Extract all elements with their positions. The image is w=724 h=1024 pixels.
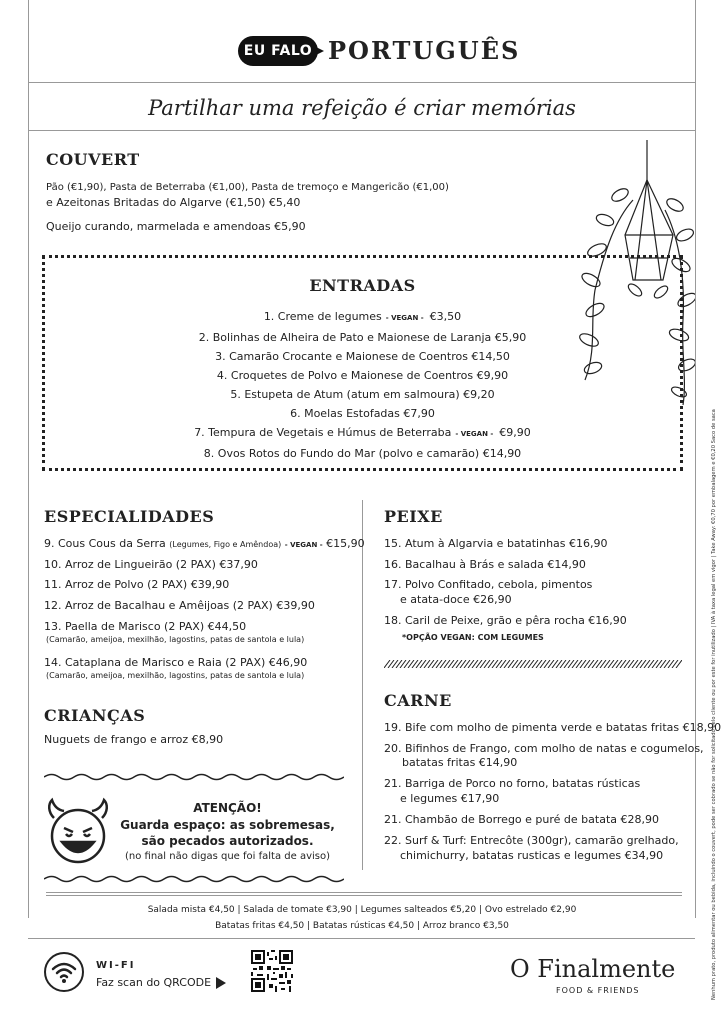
atencao-box — [110, 800, 345, 865]
item-9-price: €15,90 — [326, 537, 365, 550]
wifi-scan-label: Faz scan do QRCODE — [96, 976, 212, 989]
entradas-item — [42, 347, 683, 366]
frame-left-line — [28, 0, 29, 918]
peixe-item-17b: e atata-doce €26,90 — [400, 593, 512, 606]
sides-bottom-rule — [28, 938, 695, 939]
item-9-vegan: - VEGAN - — [284, 541, 323, 549]
peixe-title: PEIXE — [384, 507, 443, 526]
entradas-item — [42, 444, 683, 463]
entradas-item — [42, 307, 683, 328]
wifi-badge — [44, 952, 84, 992]
peixe-item-16: 16. Bacalhau à Brás e salada €14,90 — [384, 558, 586, 571]
header-top-rule — [28, 82, 695, 83]
wave-divider-bottom — [44, 874, 344, 884]
column-divider — [362, 500, 363, 870]
header-badge: EU FALO — [238, 36, 318, 66]
criancas-item: Nuguets de frango e arroz €8,90 — [44, 733, 224, 746]
entradas-item-text: 8. Ovos Rotos do Fundo do Mar (polvo e camarão) €14,90 — [203, 447, 522, 460]
couvert-title: COUVERT — [46, 150, 140, 169]
item-9-text: 9. Cous Cous da Serra — [44, 537, 166, 550]
especialidades-item-14-note: (Camarão, ameijoa, mexilhão, lagostins, patas de santola e lula) — [46, 671, 305, 680]
peixe-vegan-option: *OPÇÃO VEGAN: COM LEGUMES — [402, 633, 544, 642]
entradas-item-text: 3. Camarão Crocante e Maionese de Coentros €14,50 — [215, 350, 510, 363]
especialidades-item-14: 14. Cataplana de Marisco e Raia (2 PAX) €46,90 — [44, 656, 308, 669]
carne-item-chambao: 21. Chambão de Borrego e puré de batata €28,90 — [384, 813, 659, 826]
wifi-qr-code[interactable] — [251, 950, 293, 992]
entradas-title: ENTRADAS — [309, 276, 416, 295]
entradas-item-text: 1. Creme de legumes — [263, 310, 382, 323]
wave-divider-top — [44, 772, 344, 782]
especialidades-item-12: 12. Arroz de Bacalhau e Amêijoas (2 PAX) €39,90 — [44, 599, 315, 612]
entradas-item-text: 5. Estupeta de Atum (atum em salmoura) €9,20 — [230, 388, 495, 401]
carne-item-19: 19. Bife com molho de pimenta verde e batatas fritas €18,90 — [384, 721, 722, 734]
entradas-item-text: 4. Croquetes de Polvo e Maionese de Coentros €9,90 — [216, 369, 509, 382]
criancas-title: CRIANÇAS — [44, 706, 146, 725]
frame-right-line — [695, 0, 696, 918]
sides-line-1: Salada mista €4,50 | Salada de tomate €3,90 | Legumes salteados €5,20 | Ovo estrelado €2,90 — [147, 905, 577, 915]
sides-top-rule — [46, 892, 682, 896]
carne-item-21b: e legumes €17,90 — [400, 792, 500, 805]
peixe-item-18: 18. Caril de Peixe, grão e pêra rocha €16,90 — [384, 614, 627, 627]
entradas-item — [42, 385, 683, 404]
entradas-item — [42, 328, 683, 347]
peixe-item-15: 15. Atum à Algarvia e batatinhas €16,90 — [384, 537, 608, 550]
carne-item-22b: chimichurry, batatas rusticas e legumes €34,90 — [400, 849, 664, 862]
tagline: Partilhar uma refeição é criar memórias — [148, 96, 576, 120]
especialidades-item-13-note: (Camarão, ameijoa, mexilhão, lagostins, patas de santola e lula) — [46, 635, 305, 644]
wifi-scan-text — [96, 976, 226, 989]
play-arrow-icon — [216, 977, 226, 989]
header-bottom-rule — [28, 130, 695, 131]
carne-item-21a: 21. Barriga de Porco no forno, batatas rústicas — [384, 777, 641, 790]
couvert-line-2: e Azeitonas Britadas do Algarve (€1,50) €5,40 — [46, 196, 301, 209]
entradas-item-vegan: - VEGAN - — [385, 314, 424, 322]
peixe-hatch-divider — [384, 660, 682, 668]
item-9-note: (Legumes, Figo e Amêndoa) — [169, 540, 282, 549]
peixe-item-17a: 17. Polvo Confitado, cebola, pimentos — [384, 578, 593, 591]
entradas-item-text: 2. Bolinhas de Alheira de Pato e Maionese de Laranja €5,90 — [198, 331, 527, 344]
entradas-list — [42, 307, 683, 463]
entradas-item-vegan: - VEGAN - — [455, 430, 494, 438]
devil-smiley-icon — [44, 796, 112, 866]
couvert-line-1: Pão (€1,90), Pasta de Beterraba (€1,00), Pasta de tremoço e Mangericão (€1,00) — [46, 182, 449, 193]
especialidades-item-10: 10. Arroz de Lingueirão (2 PAX) €37,90 — [44, 558, 258, 571]
atencao-title: ATENÇÃO! — [193, 801, 262, 815]
sides-line-2: Batatas fritas €4,50 | Batatas rústicas €4,50 | Arroz branco €3,50 — [215, 921, 509, 931]
entradas-item — [42, 423, 683, 444]
especialidades-item-11: 11. Arroz de Polvo (2 PAX) €39,90 — [44, 578, 230, 591]
especialidades-item-9 — [44, 536, 365, 553]
entradas-item — [42, 366, 683, 385]
especialidades-title: ESPECIALIDADES — [44, 507, 215, 526]
wifi-icon — [46, 954, 82, 990]
entradas-item — [42, 404, 683, 423]
atencao-line-1: Guarda espaço: as sobremesas, — [120, 818, 335, 832]
carne-item-22a: 22. Surf & Turf: Entrecôte (300gr), camarão grelhado, — [384, 834, 679, 847]
brand-name: O Finalmente — [510, 955, 676, 983]
atencao-line-3: (no final não digas que foi falta de aviso) — [124, 851, 330, 862]
carne-item-20a: 20. Bifinhos de Frango, com molho de natas e cogumelos, — [384, 742, 704, 755]
wifi-label: WI-FI — [96, 960, 136, 971]
brand-subtitle: FOOD & FRIENDS — [556, 986, 640, 995]
side-legal-note-text: Nenhum prato, produto alimentar ou bebida, incluindo o couvert, pode ser cobrado se não for solicitado pelo cliente ou por este for inutilizado | IVA à taxa legal em vigor | Take Away: €0,70 por embalagem e €0,20 Saco de saca — [711, 409, 717, 1000]
side-legal-note — [704, 195, 720, 1005]
couvert-line-3: Queijo curando, marmelada e amendoas €5,90 — [46, 220, 306, 233]
especialidades-item-13: 13. Paella de Marisco (2 PAX) €44,50 — [44, 620, 247, 633]
entradas-item-price: €3,50 — [429, 310, 462, 323]
entradas-item-price: €9,90 — [499, 426, 531, 439]
carne-item-20b: batatas fritas €14,90 — [402, 756, 518, 769]
carne-title: CARNE — [384, 691, 452, 710]
header-title: PORTUGUÊS — [328, 36, 521, 65]
entradas-item-text: 6. Moelas Estofadas €7,90 — [290, 407, 435, 420]
entradas-item-text: 7. Tempura de Vegetais e Húmus de Beterraba — [194, 426, 452, 439]
atencao-line-2: são pecados autorizados. — [141, 834, 314, 848]
